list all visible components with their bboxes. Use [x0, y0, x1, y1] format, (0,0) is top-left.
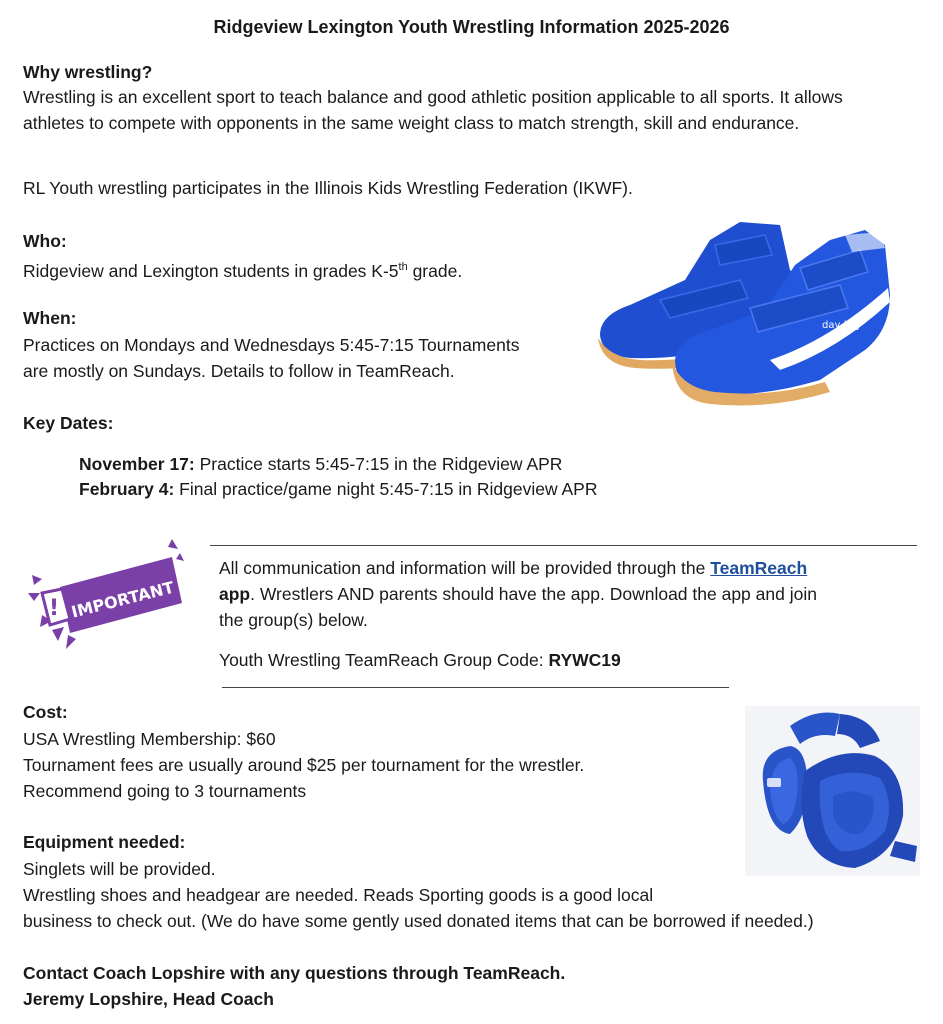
who-text-main: Ridgeview and Lexington students in grades K-5 — [23, 260, 399, 281]
group-code-line — [219, 647, 909, 673]
coach-signature: Jeremy Lopshire, Head Coach — [23, 989, 274, 1009]
why-paragraph: Wrestling is an excellent sport to teach balance and good athletic position applicable to all sports. It allows athletes to compete with opponents in the same weight class to match strength, skill and endurance. — [23, 87, 843, 133]
equipment-line-1: Singlets will be provided. — [23, 859, 216, 879]
svg-text:!: ! — [48, 596, 60, 621]
equipment-line-2: Wrestling shoes and headgear are needed. Reads Sporting goods is a good local — [23, 885, 654, 905]
equipment-heading: Equipment needed: — [23, 832, 186, 852]
divider-top — [210, 545, 917, 546]
key-date-text-1: Practice starts 5:45-7:15 in the Ridgeview APR — [194, 454, 563, 474]
cost-line-3: Recommend going to 3 tournaments — [23, 781, 307, 801]
key-date-label-1: November 17: — [79, 454, 195, 474]
important-line-1 — [219, 555, 909, 581]
why-heading: Why wrestling? — [23, 62, 153, 82]
page-title: Ridgeview Lexington Youth Wrestling Information 2025-2026 — [213, 17, 730, 37]
teamreach-link[interactable]: TeamReach — [710, 558, 808, 578]
group-code-value: RYWC19 — [548, 650, 621, 670]
who-text-end: grade. — [407, 260, 463, 281]
headgear-image — [745, 706, 920, 876]
key-date-label-2: February 4: — [79, 479, 175, 499]
wrestling-shoes-image — [590, 210, 900, 410]
divider-bottom — [222, 687, 729, 688]
important-app-word: app — [219, 584, 251, 604]
key-date-item-1 — [79, 451, 779, 477]
cost-heading: Cost: — [23, 702, 68, 722]
contact-line: Contact Coach Lopshire with any questions through TeamReach. — [23, 963, 566, 983]
important-badge-graphic — [22, 535, 192, 660]
important-label: IMPORTANT — [69, 577, 176, 622]
important-line-2 — [219, 581, 909, 607]
when-line-2: are mostly on Sundays. Details to follow in TeamReach. — [23, 361, 455, 381]
important-badge — [22, 535, 192, 660]
key-dates-heading: Key Dates: — [23, 413, 114, 433]
shoe-brand-label: day-key — [822, 320, 862, 331]
who-superscript: th — [398, 261, 408, 273]
who-text — [23, 254, 583, 284]
cost-line-1: USA Wrestling Membership: $60 — [23, 729, 276, 749]
group-code-label: Youth Wrestling TeamReach Group Code: — [219, 650, 549, 670]
important-text-1: All communication and information will be provided through the — [219, 558, 711, 578]
key-date-text-2: Final practice/game night 5:45-7:15 in Ridgeview APR — [174, 479, 598, 499]
ikwf-paragraph: RL Youth wrestling participates in the Illinois Kids Wrestling Federation (IKWF). — [23, 178, 633, 198]
shoe-illustration — [590, 210, 900, 410]
who-heading: Who: — [23, 231, 67, 251]
cost-line-2: Tournament fees are usually around $25 per tournament for the wrestler. — [23, 755, 585, 775]
key-date-item-2 — [79, 476, 779, 502]
when-line-1: Practices on Mondays and Wednesdays 5:45-7:15 Tournaments — [23, 335, 520, 355]
important-line-3: the group(s) below. — [219, 610, 368, 630]
equipment-line-3: business to check out. (We do have some gently used donated items that can be borrowed if needed.) — [23, 911, 814, 931]
when-heading: When: — [23, 308, 77, 328]
headgear-illustration — [745, 706, 920, 876]
important-text-2: . Wrestlers AND parents should have the app. Download the app and join — [250, 584, 817, 604]
